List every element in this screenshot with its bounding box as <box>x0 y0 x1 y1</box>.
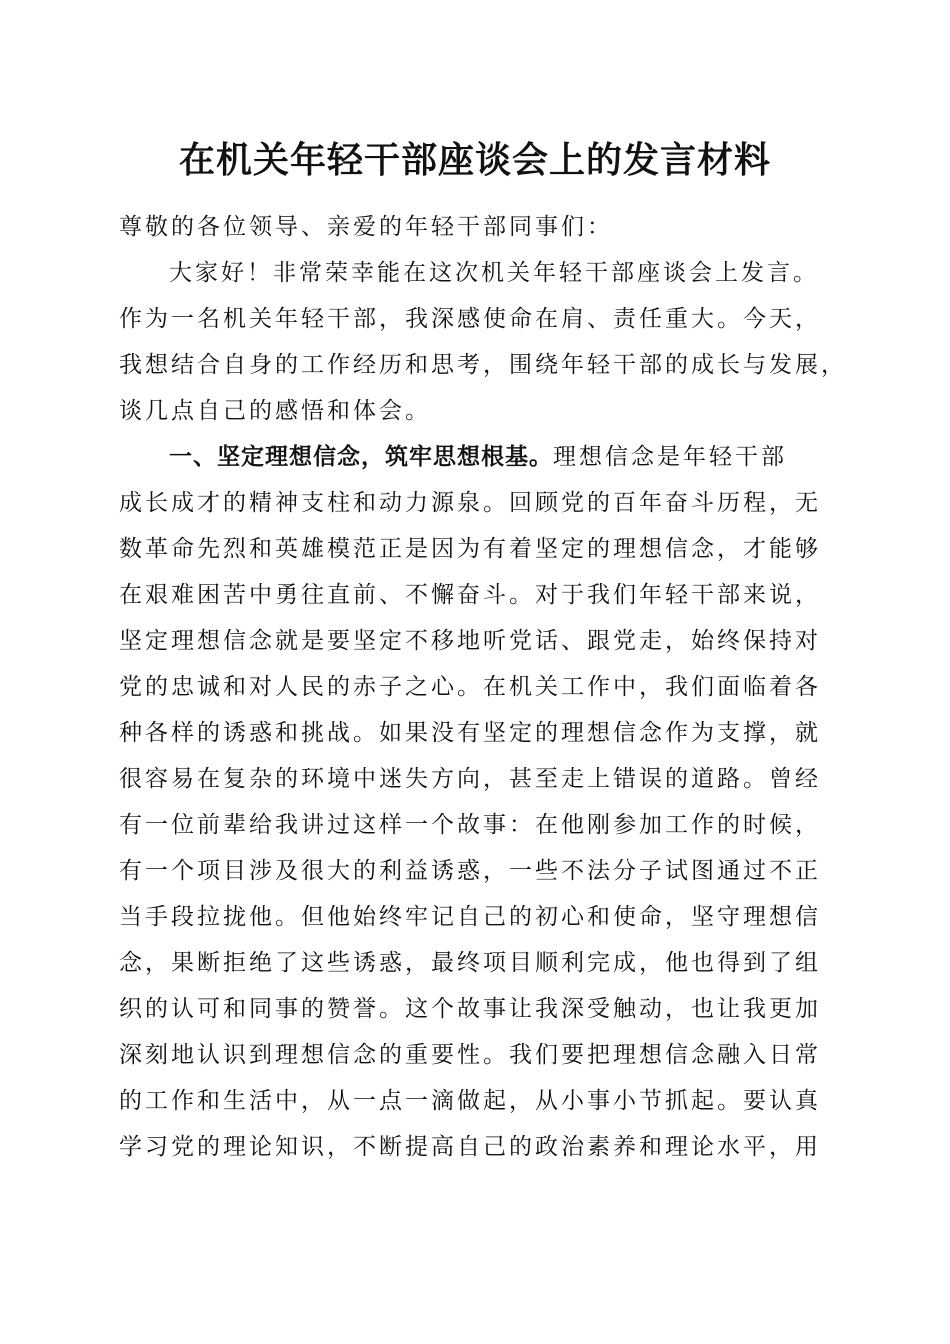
section-1-line: 很容易在复杂的环境中迷失方向，甚至走上错误的道路。曾经 <box>119 766 821 792</box>
section-1-line: 当手段拉拢他。但他始终牢记自己的初心和使命，坚守理想信 <box>119 904 821 930</box>
section-1-line: 有一位前辈给我讲过这样一个故事：在他刚参加工作的时候， <box>119 812 821 838</box>
section-1-first-line <box>119 434 829 480</box>
intro-line: 大家好！非常荣幸能在这次机关年轻干部座谈会上发言。 <box>169 260 819 286</box>
section-1-line: 有一个项目涉及很大的利益诱惑，一些不法分子试图通过不正 <box>119 858 821 884</box>
section-1-line: 织的认可和同事的赞誉。这个故事让我深受触动，也让我更加 <box>119 996 821 1022</box>
section-1-line: 深刻地认识到理想信念的重要性。我们要把理想信念融入日常 <box>119 1042 821 1068</box>
section-1-heading: 一、坚定理想信念，筑牢思想根基。 <box>169 444 553 470</box>
section-1-line: 党的忠诚和对人民的赤子之心。在机关工作中，我们面临着各 <box>119 674 821 700</box>
document-title: 在机关年轻干部座谈会上的发言材料 <box>178 139 771 181</box>
section-1-line: 在艰难困苦中勇往直前、不懈奋斗。对于我们年轻干部来说， <box>119 582 821 608</box>
section-1-line: 学习党的理论知识，不断提高自己的政治素养和理论水平，用 <box>119 1134 821 1160</box>
section-1-line: 成长成才的精神支柱和动力源泉。回顾党的百年奋斗历程，无 <box>119 490 821 516</box>
section-1-line: 坚定理想信念就是要坚定不移地听党话、跟党走，始终保持对 <box>119 628 821 654</box>
section-1-first-line-text: 理想信念是年轻干部 <box>553 444 787 470</box>
section-1-line: 数革命先烈和英雄模范正是因为有着坚定的理想信念，才能够 <box>119 536 821 562</box>
document-body <box>119 204 847 1170</box>
salutation: 尊敬的各位领导、亲爱的年轻干部同事们： <box>119 214 613 240</box>
section-1-line: 念，果断拒绝了这些诱惑，最终项目顺利完成，他也得到了组 <box>119 950 821 976</box>
intro-line: 谈几点自己的感悟和体会。 <box>119 398 431 424</box>
section-1-line: 的工作和生活中，从一点一滴做起，从小事小节抓起。要认真 <box>119 1088 821 1114</box>
intro-line: 我想结合自身的工作经历和思考，围绕年轻干部的成长与发展， <box>119 352 847 378</box>
section-1-line: 种各样的诱惑和挑战。如果没有坚定的理想信念作为支撑，就 <box>119 720 821 746</box>
intro-line: 作为一名机关年轻干部，我深感使命在肩、责任重大。今天， <box>119 306 821 332</box>
